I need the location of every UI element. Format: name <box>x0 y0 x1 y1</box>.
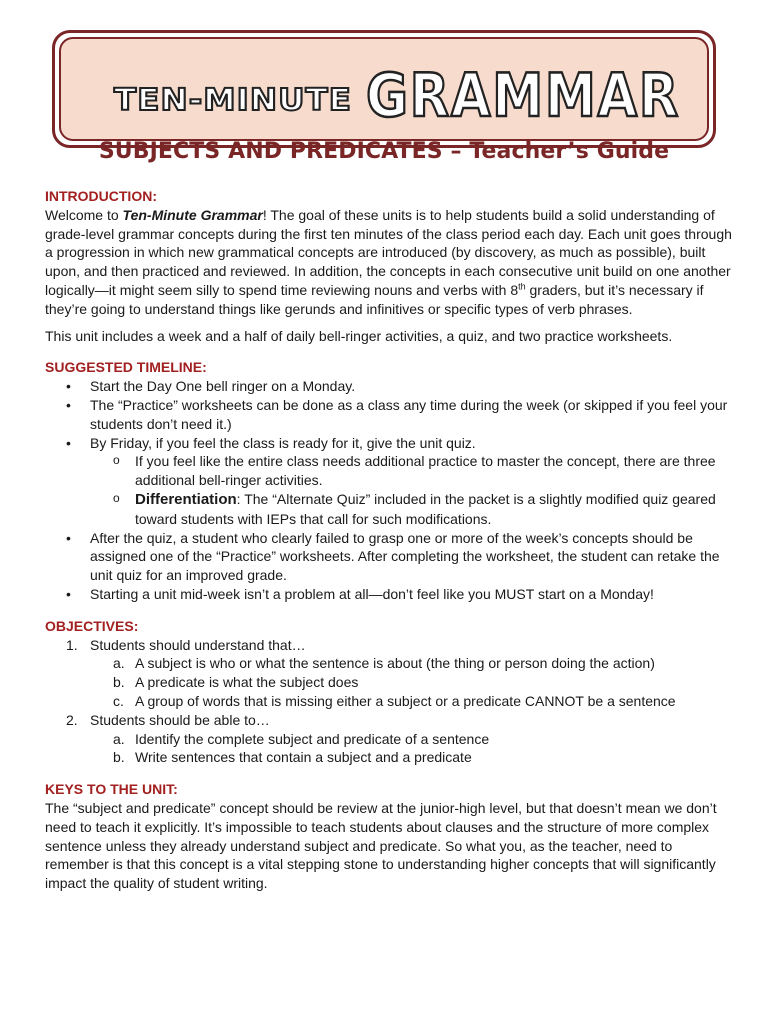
keys-heading: KEYS TO THE UNIT: <box>45 781 178 798</box>
banner-small-text: TEN-MINUTE <box>114 83 352 118</box>
list-item: b. Write sentences that contain a subject and a predicate <box>113 749 472 766</box>
timeline-sublist <box>90 452 735 528</box>
list-item: • After the quiz, a student who clearly failed to grasp one or more of the week’s concepts should be assigned one of the “Practice” worksheets. After completing the worksheet, the student can retake the unit quiz for an improved grade. <box>45 529 735 585</box>
intro-paragraph-2: This unit includes a week and a half of daily bell-ringer activities, a quiz, and two practice worksheets. <box>45 327 673 344</box>
objectives-heading: OBJECTIVES: <box>45 617 139 634</box>
list-item: a. A subject is who or what the sentence is about (the thing or person doing the action) <box>113 655 655 672</box>
list-item: o Differentiation: The “Alternate Quiz” included in the packet is a slightly modified quiz geared toward students with IEPs that call for such modifications. <box>90 490 735 529</box>
list-item: • Starting a unit mid-week isn’t a problem at all—don’t feel like you MUST start on a Monday! <box>45 585 735 604</box>
banner <box>59 37 709 141</box>
document-body <box>45 187 735 893</box>
list-item: 1. Students should understand that… a. A subject is who or what the sentence is about (the thing or person doing the action) b. A predicate is what the subject does c. A group of words that is missing either a subject or a predicate CANNOT be a sentence <box>45 636 735 711</box>
list-item: 2. Students should be able to… a. Identify the complete subject and predicate of a sentence b. Write sentences that contain a subject and a predicate <box>45 711 735 767</box>
banner-frame <box>52 30 716 148</box>
product-name: Ten-Minute Grammar <box>122 206 263 223</box>
list-item: o If you feel like the entire class needs additional practice to master the concept, there are three additional bell-ringer activities. <box>90 452 735 490</box>
list-item: • The “Practice” worksheets can be done as a class any time during the week (or skipped if you feel your students don’t need it.) <box>45 396 735 434</box>
timeline-list <box>45 377 735 604</box>
list-item: • By Friday, if you feel the class is ready for it, give the unit quiz. o If you feel like the entire class needs additional practice to master the concept, there are three additional bell-ringer activities. o Differentiation: The “Alternate Quiz” included in the packet is a slightly modified quiz geared toward students with IEPs that call for such modifications. <box>45 434 735 529</box>
intro-heading: INTRODUCTION: <box>45 188 157 204</box>
banner-logo <box>74 44 694 134</box>
differentiation-label: Differentiation <box>135 490 237 508</box>
objectives-list <box>45 636 735 768</box>
list-item: • Start the Day One bell ringer on a Monday. <box>45 377 735 396</box>
list-item: c. A group of words that is missing either a subject or a predicate CANNOT be a sentence <box>113 692 676 709</box>
timeline-heading: SUGGESTED TIMELINE: <box>45 359 207 376</box>
list-item: a. Identify the complete subject and predicate of a sentence <box>113 730 490 747</box>
page-title: SUBJECTS AND PREDICATES – Teacher’s Guide <box>98 139 670 164</box>
list-item: b. A predicate is what the subject does <box>113 674 359 691</box>
keys-paragraph: The “subject and predicate” concept should be review at the junior-high level, but that doesn’t mean we don’t need to teach it explicitly. It’s impossible to teach students about clauses and the structure of more complex sentence unless they already understand subject and predicate. So what you, as the teacher, need to remember is that this concept is a vital stepping stone to understanding higher concepts that will significantly impact the quality of student writing. <box>45 799 717 892</box>
intro-paragraph: Welcome to Ten-Minute Grammar! The goal of these units is to help students build a solid understanding of grade-level grammar concepts during the first ten minutes of the class period each day. Each unit goes through a progression in which new grammatical concepts are introduced (by discovery, as much as possible), built upon, and then practiced and reviewed. In addition, the concepts in each consecutive unit build on one another logically—it might seem silly to spend time reviewing nouns and verbs with 8th graders, but it’s necessary if they’re going to understand things like gerunds and infinitives or specific types of verb phrases. <box>45 206 732 317</box>
banner-big-text: GRAMMAR <box>366 61 680 131</box>
